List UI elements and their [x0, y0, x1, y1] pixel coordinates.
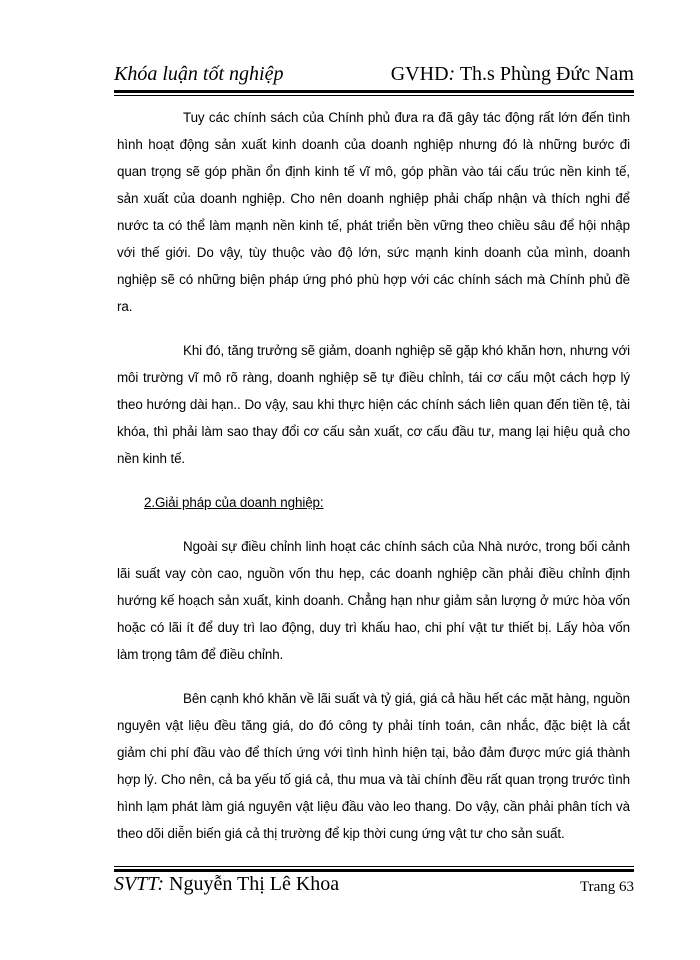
header-rule-thick — [114, 90, 634, 93]
paragraph: Bên cạnh khó khăn về lãi suất và tỷ giá, giá cả hầu hết các mặt hàng, nguồn nguyên vật liệu đều tăng giá, do đó công ty phải tính toán, cân nhắc, đặc biệt là cắt giảm chi phí đầu vào để thích ứng với tình hình hiện tại, bảo đảm được mức giá thành hợp lý. Cho nên, cả ba yếu tố giá cả, thu mua và tài chính đều rất quan trọng trước tình hình lạm phát làm giá nguyên vật liệu đầu vào leo thang. Do vậy, cần phải phân tích và theo dõi diễn biến giá cả thị trường để kịp thời cung ứng vật tư cho sản suất. — [117, 691, 630, 841]
student-name: Nguyễn Thị Lê Khoa — [164, 873, 340, 895]
advisor-label: GVHD — [390, 63, 449, 85]
page-header — [114, 63, 634, 93]
section-heading: 2.Giải pháp của doanh nghiệp: — [144, 495, 324, 510]
thesis-title: Khóa luận tốt nghiệp — [114, 63, 284, 85]
advisor-name: Th.s Phùng Đức Nam — [455, 63, 634, 85]
page-number: Trang 63 — [579, 879, 634, 895]
student-label: SVTT: — [114, 873, 165, 895]
paragraph: Tuy các chính sách của Chính phủ đưa ra đã gây tác động rất lớn đến tình hình hoạt động sản xuất kinh doanh của doanh nghiệp nhưng đó là những bước đi quan trọng sẽ góp phần ổn định kinh tế vĩ mô, góp phần vào tái cấu trúc nền kinh tế, sản xuất của doanh nghiệp. Cho nên doanh nghiệp phải chấp nhận và thích nghi để nước ta có thể làm mạnh nền kinh tế, phát triển bền vững theo chiều sâu để hội nhập với thế giới. Do vậy, tùy thuộc vào độ lớn, sức mạnh kinh doanh của mình, doanh nghiệp sẽ có những biện pháp ứng phó phù hợp với các chính sách mà Chính phủ đề ra. — [117, 110, 630, 314]
student-info — [114, 873, 339, 896]
footer-rule-thin — [114, 866, 634, 867]
advisor-colon: : — [448, 63, 456, 85]
page-footer — [114, 873, 634, 903]
paragraph: Ngoài sự điều chỉnh linh hoạt các chính sách của Nhà nước, trong bối cảnh lãi suất vay còn cao, nguồn vốn thu hẹp, các doanh nghiệp cần phải điều chỉnh định hướng kế hoạch sản xuất, kinh doanh. Chẳng hạn như giảm sản lượng ở mức hòa vốn hoặc có lãi ít để duy trì lao động, duy trì khấu hao, chi phí vật tư thiết bị. Lấy hòa vốn làm trọng tâm để điều chỉnh. — [117, 539, 630, 662]
paragraph: Khi đó, tăng trưởng sẽ giảm, doanh nghiệp sẽ gặp khó khăn hơn, nhưng với môi trường vĩ mô rõ ràng, doanh nghiệp sẽ tự điều chỉnh, tái cơ cấu một cách hợp lý theo hướng dài hạn.. Do vậy, sau khi thực hiện các chính sách liên quan đến tiền tệ, tài khóa, thì phải làm sao thay đổi cơ cấu sản xuất, cơ cấu đầu tư, mang lại hiệu quả cho nền kinh tế. — [117, 343, 630, 466]
body-text — [117, 104, 630, 864]
footer-rule-thick — [114, 869, 634, 872]
advisor-info — [391, 63, 634, 86]
header-rule-thin — [114, 95, 634, 96]
